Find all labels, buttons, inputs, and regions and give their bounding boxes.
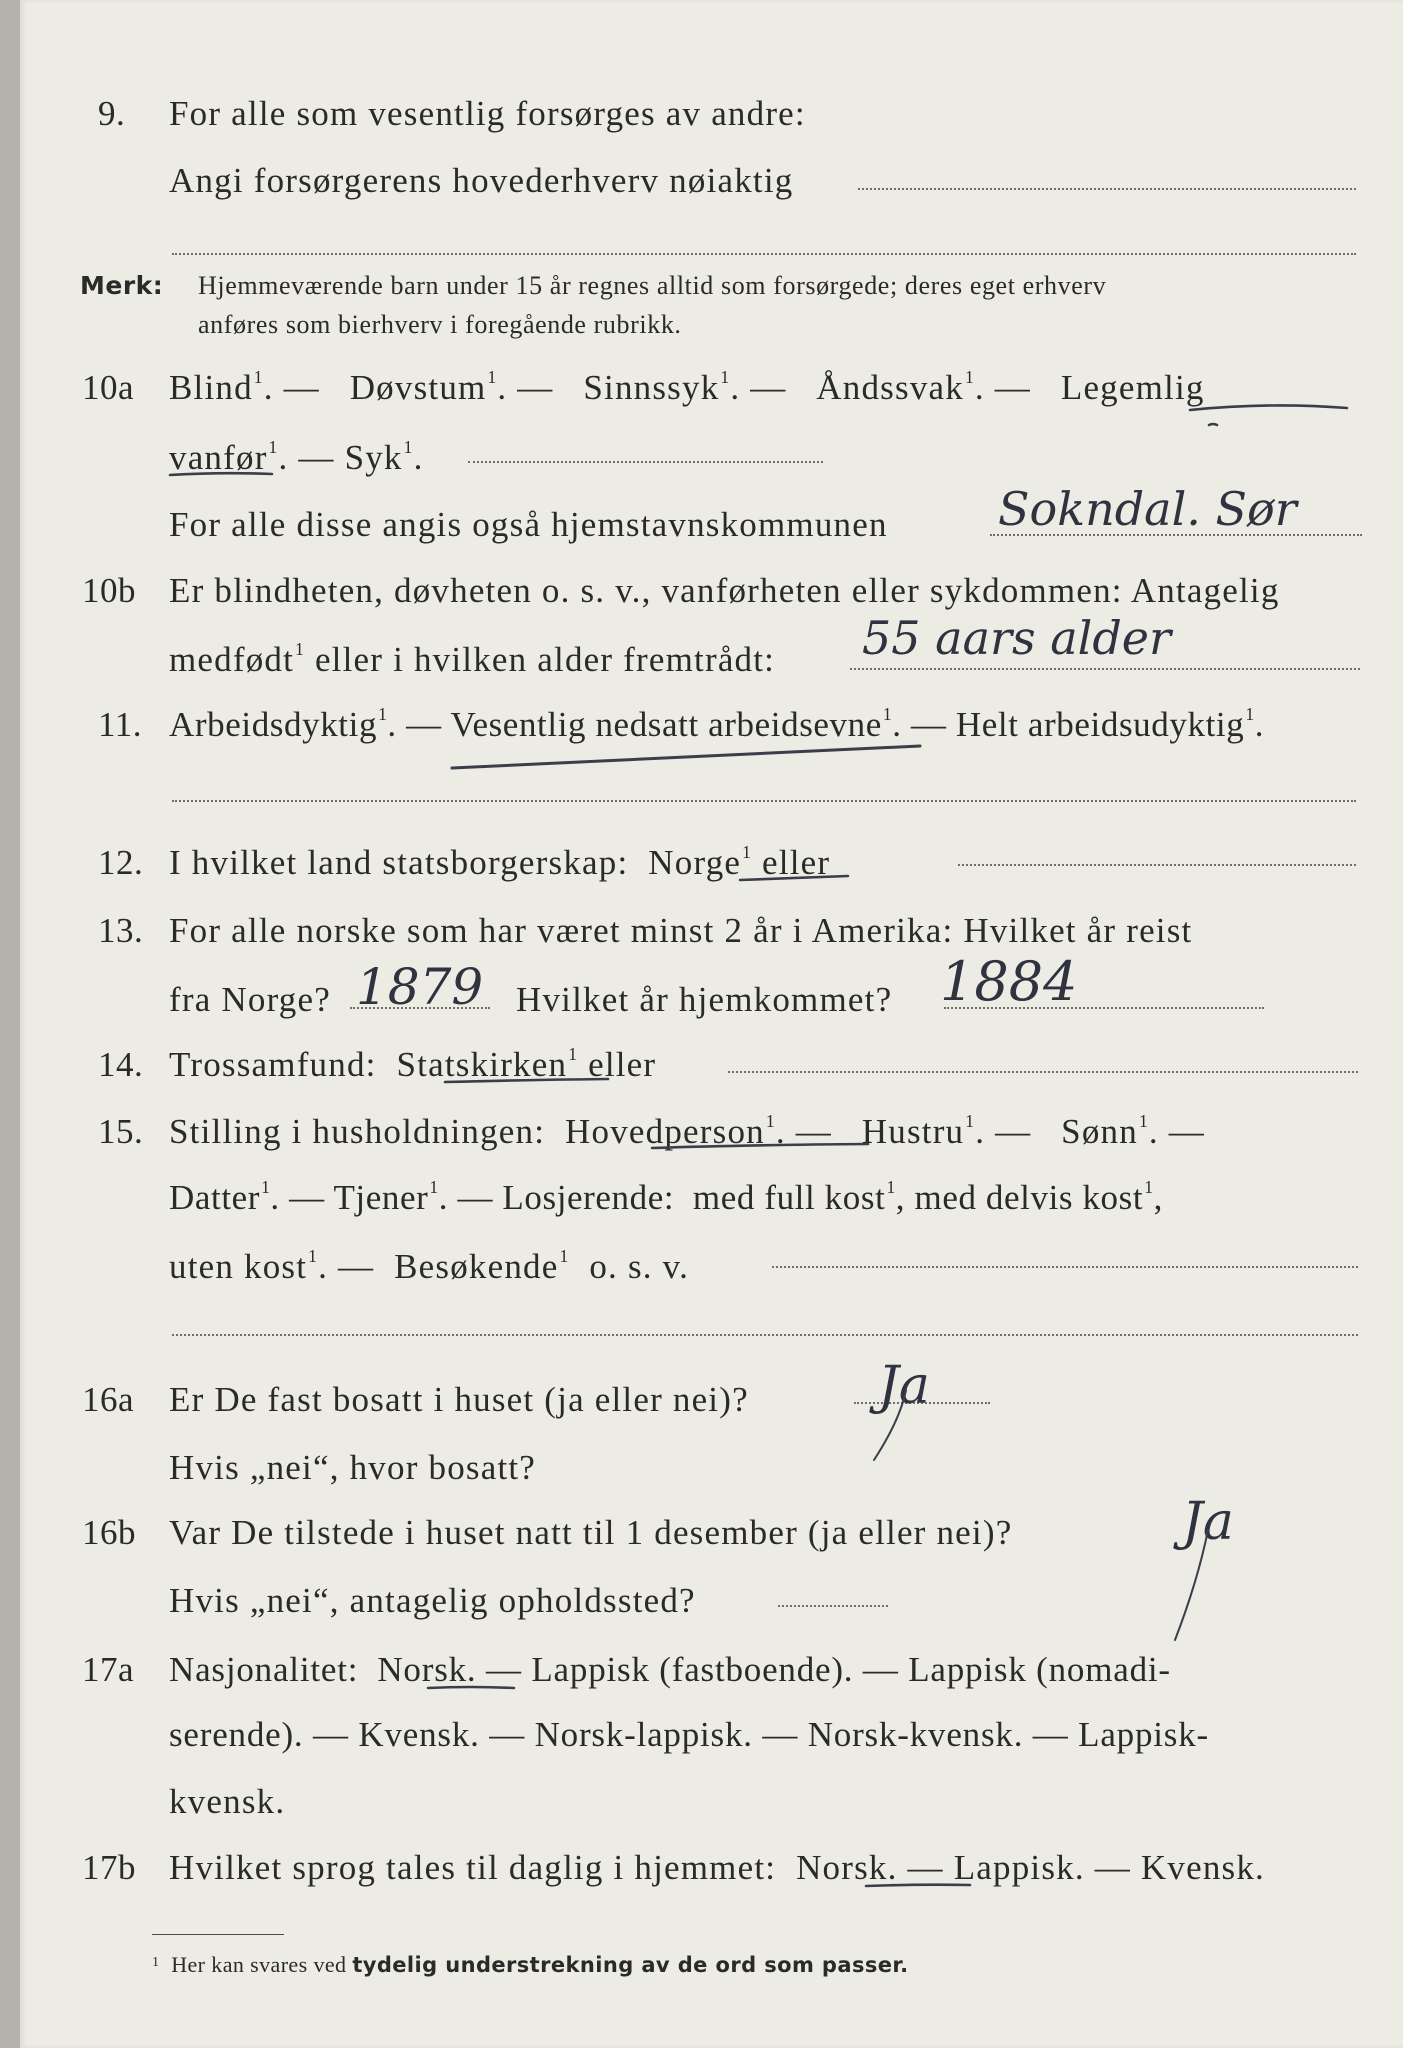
q15-line2: Datter$^1$. — Tjener$^1$. — Losjerende: med full kost$^1$, med delvis kost$^1$, [169, 1177, 1163, 1217]
q17a-line3: kvensk. [169, 1782, 286, 1821]
underline-hovedperson [652, 1144, 868, 1148]
opt-legemlig: Legemlig [1060, 368, 1205, 407]
opt-statskirken: Statskirken [396, 1045, 568, 1084]
merk-label: Merk: [80, 271, 164, 300]
q16b-line2: Hvis „nei“, antagelig opholdssted? [169, 1581, 696, 1620]
q16a-line2: Hvis „nei“, hvor bosatt? [169, 1448, 537, 1487]
q11-line: Arbeidsdyktig$^1$. — Vesentlig nedsatt arbeidsevne$^1$. — Helt arbeidsudyktig$^1$. [169, 704, 1265, 744]
q10b-line1: Er blindheten, døvheten o. s. v., vanførheten eller sykdommen: Antagelig [169, 571, 1280, 610]
q16b-line1: Var De tilstede i huset natt til 1 desember (ja eller nei)? [169, 1513, 1013, 1552]
underline-norge [740, 876, 848, 880]
merk-line2: anføres som bierhverv i foregående rubrikk. [198, 310, 682, 339]
q16a-handwritten-answer: Ja [878, 1356, 930, 1416]
q17b-line: Hvilket sprog tales til daglig i hjemmet: Norsk. — Lappisk. — Kvensk. [169, 1848, 1265, 1887]
q13-reist-answer: 1879 [356, 958, 484, 1016]
q13-number: 13. [98, 911, 144, 950]
q14-line: Trossamfund: Statskirken$^1$ eller [169, 1044, 657, 1084]
q13-line1: For alle norske som har været minst 2 år i Amerika: Hvilket år reist [169, 911, 1193, 950]
underline-legemlig [1190, 405, 1347, 410]
q16a-line1: Er De fast bosatt i huset (ja eller nei)? [169, 1380, 749, 1419]
q10b-handwritten-answer: 55 aars alder [862, 611, 1172, 665]
stray-mark [1209, 424, 1217, 425]
opt-vesentlig-nedsatt: Vesentlig nedsatt arbeidsevne [450, 705, 882, 744]
census-form-page [20, 0, 1403, 2048]
q16b-handwritten-answer: Ja [1182, 1492, 1234, 1552]
opt-norge: Norge [648, 843, 742, 882]
q14-number: 14. [98, 1045, 144, 1084]
q13-hjemkommet-answer: 1884 [940, 950, 1078, 1013]
opt-norsk: Norsk. [377, 1650, 477, 1689]
merk-line1: Hjemmeværende barn under 15 år regnes alltid som forsørgede; deres eget erhverv [198, 271, 1107, 300]
underline-vesentlig-nedsatt [452, 746, 920, 768]
q13-line2b: Hvilket år hjemkommet? [516, 980, 893, 1019]
opt-syk: Syk [344, 438, 403, 477]
q16b-number: 16b [82, 1513, 136, 1552]
q10b-line2: medfødt$^1$ eller i hvilken alder fremtrådt: [169, 639, 776, 679]
opt-hovedperson: Hovedperson [565, 1112, 765, 1151]
underline-statskirken [445, 1079, 608, 1082]
opt-blind: Blind [169, 368, 253, 407]
q12-line: I hvilket land statsborgerskap: Norge$^1$ eller [169, 842, 831, 882]
opt-sinnssyk: Sinnssyk [583, 368, 720, 407]
q9-line2: Angi forsørgerens hovederhverv nøiaktig [169, 161, 794, 200]
q10b-number: 10b [82, 571, 136, 610]
underline-norsk-sprog [866, 1885, 970, 1886]
q16a-number: 16a [82, 1380, 135, 1419]
underline-vanfor [170, 473, 272, 475]
q15-line3: uten kost$^1$. — Besøkende$^1$ o. s. v. [169, 1246, 690, 1286]
q10a-line1: Blind$^1$. — Døvstum$^1$. — Sinnssyk$^1$. — Åndssvak$^1$. — Legemlig [169, 367, 1205, 407]
q13-line2a: fra Norge? [169, 980, 331, 1019]
q10a-number: 10a [82, 368, 135, 407]
q15-number: 15. [98, 1112, 144, 1151]
underline-norsk [428, 1687, 514, 1688]
q17a-line2: serende). — Kvensk. — Norsk-lappisk. — Norsk-kvensk. — Lappisk- [169, 1715, 1209, 1754]
q12-number: 12. [98, 843, 144, 882]
q10a-handwritten-answer: Sokndal. Sør [998, 482, 1297, 536]
q9-line1: For alle som vesentlig forsørges av andre: [169, 94, 806, 133]
handwritten-marks [20, 0, 1403, 2048]
opt-vanfor: vanfør [169, 438, 268, 477]
q17a-number: 17a [82, 1650, 135, 1689]
ja-stroke-2 [1175, 1530, 1208, 1640]
q15-line1: Stilling i husholdningen: Hovedperson$^1$. — Hustru$^1$. — Sønn$^1$. — [169, 1111, 1205, 1151]
opt-dovstum: Døvstum [349, 368, 487, 407]
q17b-number: 17b [82, 1848, 136, 1887]
opt-andssvak: Åndssvak [816, 368, 964, 407]
q10a-hjemstavn: For alle disse angis også hjemstavnskommunen [169, 505, 888, 544]
q17a-line1: Nasjonalitet: Norsk. — Lappisk (fastboende). — Lappisk (nomadi- [169, 1650, 1171, 1689]
opt-norsk-sprog: Norsk. [796, 1848, 898, 1887]
q10a-line2: vanfør$^1$. — Syk$^1$. [169, 437, 424, 477]
q11-number: 11. [98, 705, 142, 744]
footnote: $^1$ Her kan svares ved tydelig understrekning av de ord som passer. [152, 1952, 909, 1977]
q9-number: 9. [98, 94, 126, 133]
ja-stroke [874, 1390, 906, 1460]
